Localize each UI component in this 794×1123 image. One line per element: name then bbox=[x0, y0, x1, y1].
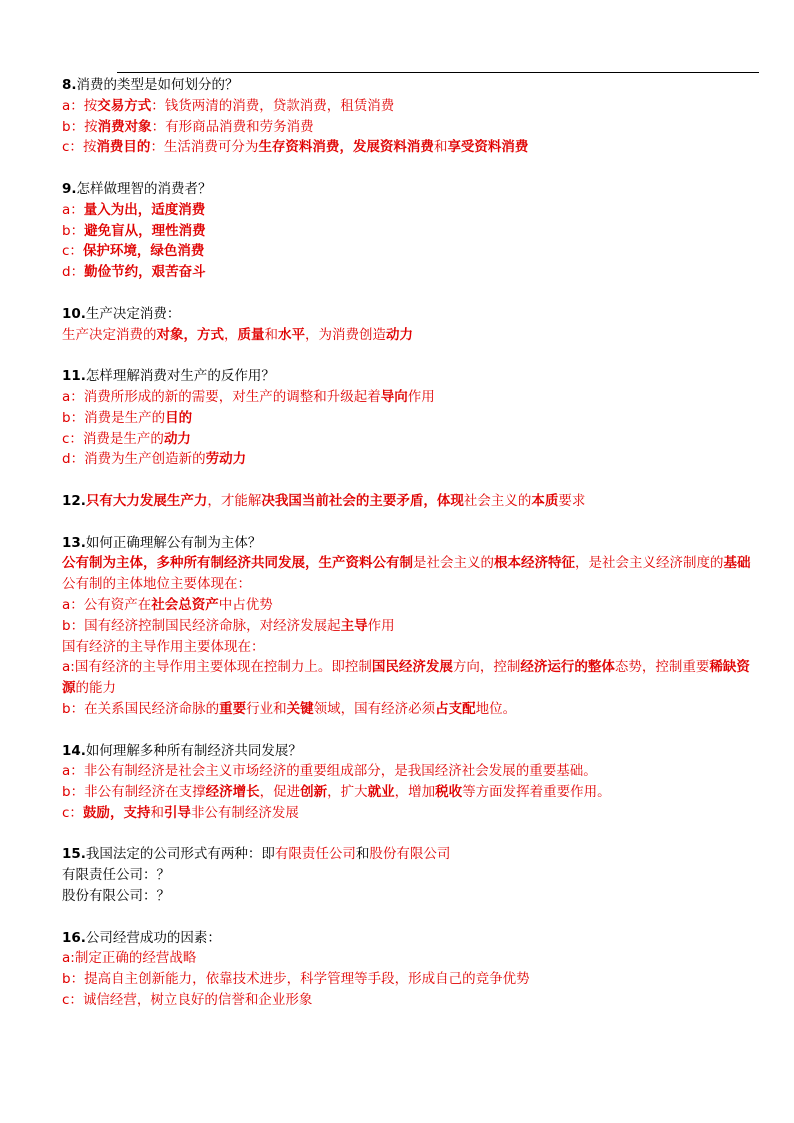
q13-item-b2: b：在关系国民经济命脉的重要行业和关键领域，国有经济必须占支配地位。 bbox=[62, 700, 517, 717]
q10-title bbox=[62, 304, 762, 325]
question-number: 10. bbox=[62, 305, 86, 322]
question-number: 13. bbox=[62, 534, 86, 551]
q8-item-b: b：按消费对象：有形商品消费和劳务消费 bbox=[62, 118, 314, 135]
question-text: 怎样做理智的消费者？ bbox=[76, 180, 212, 197]
document-body bbox=[62, 75, 762, 1011]
q11-item-a: a：消费所形成的新的需要，对生产的调整和升级起着导向作用 bbox=[62, 388, 435, 405]
header-rule bbox=[117, 72, 759, 73]
q11-item-d: d：消费为生产创造新的劳动力 bbox=[62, 451, 247, 468]
q8-item-a: a：按交易方式：钱货两清的消费，贷款消费，租赁消费 bbox=[62, 97, 395, 114]
q13-item-b1: b：国有经济控制国民经济命脉，对经济发展起主导作用 bbox=[62, 617, 395, 634]
question-text: 消费的类型是如何划分的？ bbox=[76, 77, 239, 93]
question-number: 9. bbox=[62, 180, 77, 197]
question-text: 如何正确理解公有制为主体？ bbox=[85, 534, 262, 551]
q12-statement: 12.只有大力发展生产力，才能解决我国当前社会的主要矛盾，体现社会主义的本质要求 bbox=[62, 492, 586, 509]
question-text: 怎样理解消费对生产的反作用？ bbox=[85, 368, 275, 385]
question-number: 15. bbox=[62, 846, 86, 863]
question-number: 16. bbox=[62, 929, 86, 946]
q13-intro: 公有制为主体，多种所有制经济共同发展，生产资料公有制是社会主义的根本经济特征，是社会主义经济制度的基础 bbox=[62, 555, 751, 572]
q13-title bbox=[62, 533, 762, 554]
q11-item-c: c：消费是生产的动力 bbox=[62, 430, 191, 447]
q16-item-b: b：提高自主创新能力，依靠技术进步，科学管理等手段，形成自己的竞争优势 bbox=[62, 971, 530, 988]
question-text: 我国法定的公司形式有两种：即 bbox=[85, 846, 275, 863]
q9-item-c: c：保护环境，绿色消费 bbox=[62, 243, 205, 260]
question-number: 14. bbox=[62, 742, 86, 759]
q13-item-a1: a：公有资产在社会总资产中占优势 bbox=[62, 596, 273, 613]
q14-item-b: b：非公有制经济在支撑经济增长，促进创新，扩大就业，增加税收等方面发挥着重要作用。 bbox=[62, 784, 611, 801]
q10-answer: 生产决定消费的对象，方式，质量和水平，为消费创造动力 bbox=[62, 326, 413, 343]
question-text: 如何理解多种所有制经济共同发展？ bbox=[85, 742, 302, 759]
q14-title bbox=[62, 741, 762, 762]
q14-item-a: a：非公有制经济是社会主义市场经济的重要组成部分，是我国经济社会发展的重要基础。 bbox=[62, 763, 597, 780]
q16-item-c: c：诚信经营，树立良好的信誉和企业形象 bbox=[62, 992, 313, 1009]
q13-sub2: 国有经济的主导作用主要体现在： bbox=[62, 638, 265, 655]
q11-title bbox=[62, 366, 762, 387]
q8-item-c: c：按消费目的：生活消费可分为生存资料消费，发展资料消费和享受资料消费 bbox=[62, 139, 529, 156]
question-text: 公司经营成功的因素： bbox=[85, 929, 221, 946]
question-number: 11. bbox=[62, 368, 86, 385]
q15-line-1: 有限责任公司：？ bbox=[62, 867, 170, 884]
q9-item-a: a：量入为出，适度消费 bbox=[62, 201, 206, 218]
q8-title bbox=[62, 75, 762, 96]
q16-item-a: a:制定正确的经营战略 bbox=[62, 950, 197, 967]
question-number: 12. bbox=[62, 492, 86, 509]
q13-item-a2: a:国有经济的主导作用主要体现在控制力上。即控制国民经济发展方向，控制经济运行的整体态势，控制重要稀缺资源的能力 bbox=[62, 659, 750, 697]
q9-title bbox=[62, 179, 762, 200]
q15-title: 15.我国法定的公司形式有两种：即有限责任公司和股份有限公司 bbox=[62, 846, 451, 863]
question-text: 生产决定消费： bbox=[85, 305, 181, 322]
q15-line-2: 股份有限公司：？ bbox=[62, 888, 170, 905]
q11-item-b: b：消费是生产的目的 bbox=[62, 409, 193, 426]
question-number: 8. bbox=[62, 77, 77, 93]
q9-item-b: b：避免盲从，理性消费 bbox=[62, 222, 206, 239]
q9-item-d: d：勤俭节约，艰苦奋斗 bbox=[62, 264, 206, 281]
q16-title bbox=[62, 928, 762, 949]
q14-item-c: c：鼓励，支持和引导非公有制经济发展 bbox=[62, 804, 299, 821]
q13-sub1: 公有制的主体地位主要体现在： bbox=[62, 576, 251, 593]
